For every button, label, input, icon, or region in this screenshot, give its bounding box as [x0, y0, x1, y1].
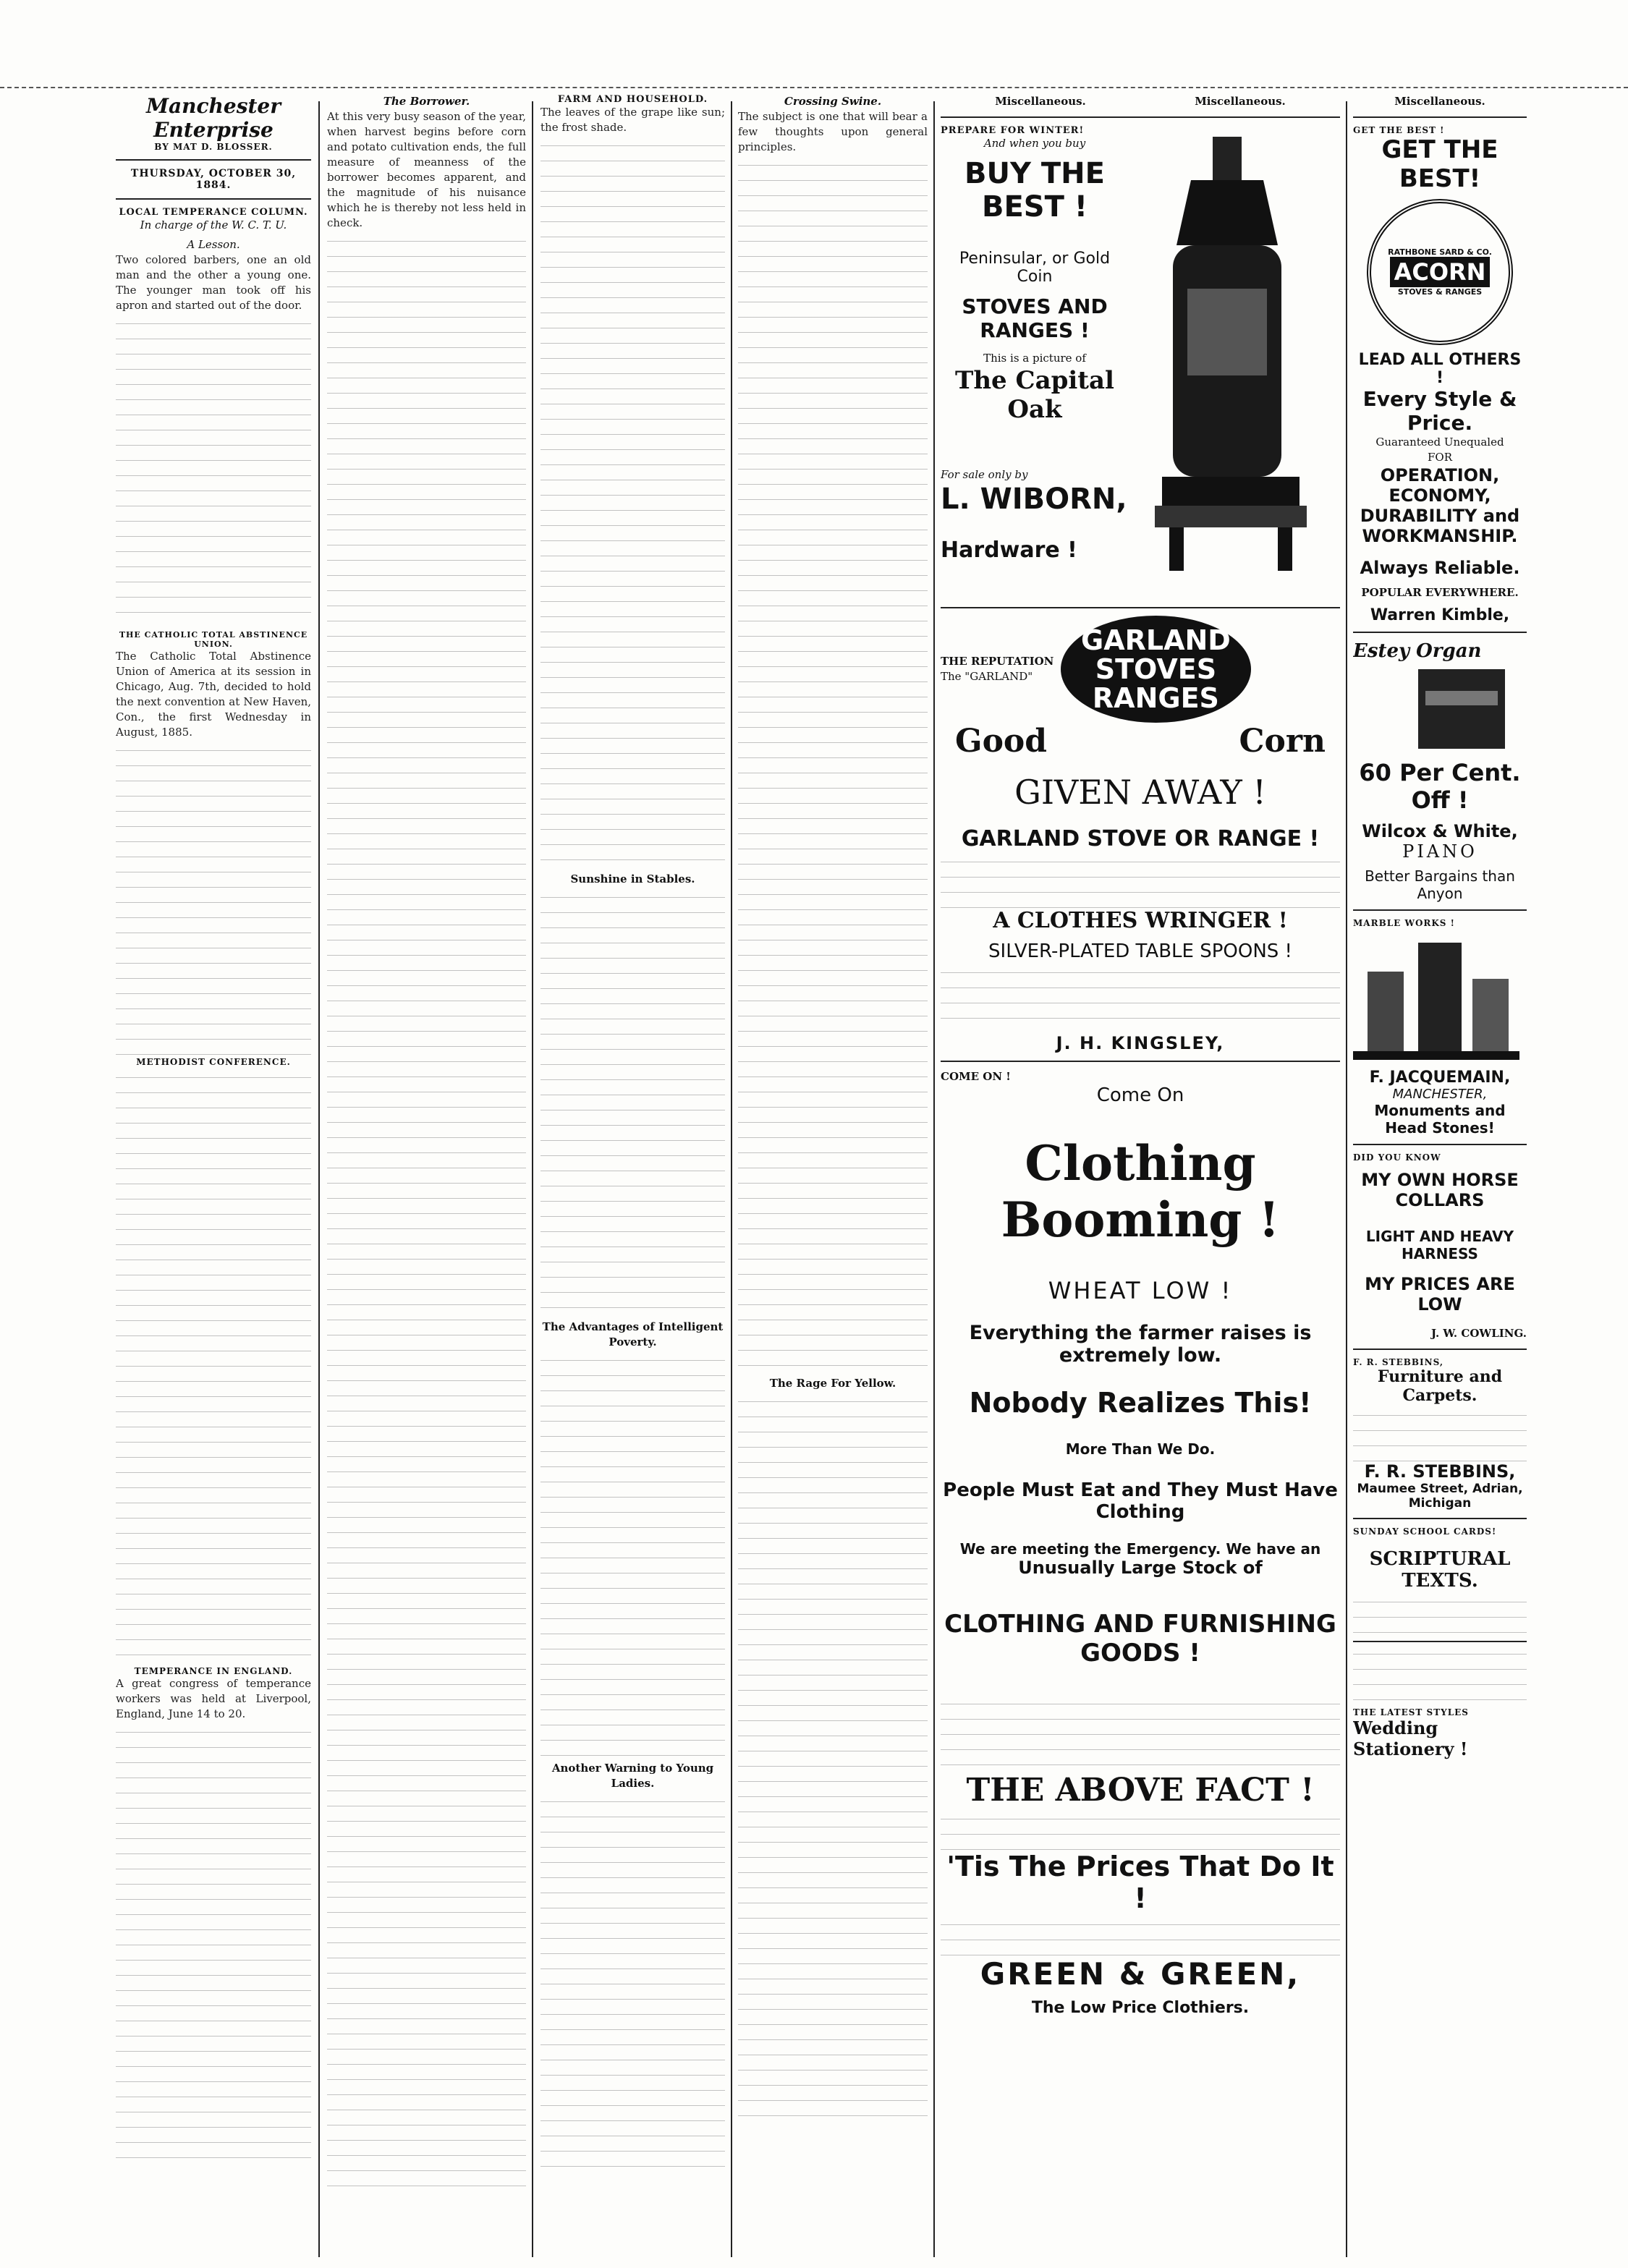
ad-headline: LEAD ALL OTHERS ! — [1358, 351, 1522, 387]
ad-text: This is a picture of — [983, 352, 1086, 365]
ad-heading: THE REPUTATION — [941, 655, 1054, 668]
ad-headline: PIANO — [1402, 841, 1478, 862]
ad-heading: PREPARE FOR WINTER! — [941, 125, 1085, 136]
ad-headline: Wilcox & White, — [1362, 821, 1518, 841]
column-5-ads — [941, 94, 1340, 2257]
ad-heading: THE LATEST STYLES — [1353, 1707, 1469, 1717]
illegible-text — [116, 1728, 311, 2162]
ad-headline: Every Style & Price. — [1362, 387, 1517, 435]
illegible-text — [116, 746, 311, 1057]
section-heading: THE CATHOLIC TOTAL ABSTINENCE UNION. — [119, 630, 308, 649]
article-title: The Advantages of Intelligent Poverty. — [542, 1320, 724, 1349]
section-heading: TEMPERANCE IN ENGLAND. — [134, 1666, 293, 1676]
ad-headline: GARLAND STOVE OR RANGE ! — [961, 826, 1320, 851]
column-2 — [327, 94, 526, 2257]
ad-headline: MY PRICES ARE LOW — [1365, 1274, 1515, 1314]
illegible-text — [1353, 1597, 1527, 1634]
column-1 — [116, 94, 311, 2257]
ad-headline: Warren Kimble, — [1370, 606, 1510, 624]
ad-headline: ECONOMY, — [1389, 485, 1491, 506]
ad-text: Better Bargains than Anyon — [1365, 867, 1515, 902]
illegible-text — [738, 161, 928, 1376]
section-subhead: In charge of the W. C. T. U. — [140, 218, 287, 232]
organ-illustration — [1353, 662, 1519, 756]
column-rule — [318, 101, 320, 2257]
section-heading: METHODIST CONFERENCE. — [136, 1057, 291, 1067]
ad-text: Come On — [1096, 1084, 1184, 1106]
ad-text: FOR — [1428, 451, 1452, 464]
article-text: The leaves of the grape like sun; the frost shade. — [540, 106, 725, 134]
column-4 — [738, 94, 928, 2257]
article-text: Two colored barbers, one an old man and the other a young one. The younger man took off his apron and started out of the door. — [116, 253, 311, 312]
ad-heading: SUNDAY SCHOOL CARDS! — [1353, 1526, 1497, 1537]
ad-headline: 'Tis The Prices That Do It ! — [946, 1851, 1334, 1914]
illegible-text — [1353, 1649, 1527, 1707]
ad-headline: CLOTHING AND FURNISHING GOODS ! — [944, 1610, 1336, 1668]
ad-text: MANCHESTER, — [1392, 1087, 1488, 1102]
page-top-edge — [0, 0, 1628, 88]
monument-illustration — [1353, 928, 1519, 1066]
section-heading: LOCAL TEMPERANCE COLUMN. — [119, 207, 308, 218]
ad-heading: F. R. STEBBINS, — [1353, 1357, 1444, 1367]
ad-text: More Than We Do. — [1065, 1440, 1216, 1458]
ad-text: Unusually Large Stock of — [1018, 1558, 1263, 1578]
ad-headline: 60 Per Cent. Off ! — [1359, 759, 1521, 814]
illegible-text — [738, 1397, 928, 2120]
illegible-text — [941, 1699, 1340, 1772]
ad-headline: THE ABOVE FACT ! — [966, 1772, 1315, 1809]
ad-headline: GREEN & GREEN, — [980, 1956, 1301, 1992]
ad-headline: A CLOTHES WRINGER ! — [993, 908, 1288, 933]
article-text: The Catholic Total Abstinence Union of America at its session in Chicago, Aug. 7th, decided to hold the next convention at New Haven, Con., the first Wednesday in August, 1885. — [116, 650, 311, 739]
illegible-text — [941, 1814, 1340, 1851]
section-header: Miscellaneous. — [995, 95, 1086, 108]
ad-headline: Good — [955, 723, 1048, 760]
article-title: Sunshine in Stables. — [570, 872, 695, 885]
ad-text: The Low Price Clothiers. — [1031, 1999, 1250, 2017]
ad-text: The "GARLAND" — [941, 670, 1033, 683]
article-title: Crossing Swine. — [784, 95, 882, 108]
garland-logo: GARLAND STOVES RANGES — [1061, 616, 1251, 723]
acorn-logo-top: RATHBONE SARD & CO. — [1388, 247, 1492, 257]
article-title: A Lesson. — [187, 238, 240, 251]
ad-headline: The Capital Oak — [955, 366, 1114, 424]
column-rule — [1346, 101, 1347, 2257]
ad-headline: Furniture and Carpets. — [1377, 1367, 1503, 1405]
illegible-text — [327, 237, 526, 2190]
ad-text: Maumee Street, Adrian, Michigan — [1357, 1482, 1523, 1511]
ad-heading: GET THE BEST ! — [1353, 125, 1445, 135]
article-title: The Rage For Yellow. — [769, 1377, 896, 1390]
ad-headline: L. WIBORN, — [941, 483, 1127, 516]
ad-headline: Wedding Stationery ! — [1353, 1717, 1468, 1759]
ad-text: For sale only by — [941, 468, 1028, 481]
ad-headline: F. JACQUEMAIN, — [1369, 1069, 1511, 1087]
ad-headline: J. H. KINGSLEY, — [1056, 1033, 1225, 1053]
illegible-text — [941, 1920, 1340, 1956]
article-text: At this very busy season of the year, when harvest begins before corn and potato cultivation ends, the full measure of meanness of the borrower becomes apparent, and the magnitude of his nuisance which he is thereby not less held in check. — [327, 110, 526, 229]
ad-headline: Hardware ! — [941, 538, 1077, 563]
ad-headline: Monuments and Head Stones! — [1374, 1102, 1506, 1137]
ad-text: Everything the farmer raises is extremely low. — [969, 1322, 1312, 1367]
acorn-logo-title: ACORN — [1390, 257, 1491, 287]
ad-headline: DURABILITY and — [1360, 506, 1520, 526]
ad-headline: OPERATION, — [1380, 465, 1500, 485]
dateline: THURSDAY, OCTOBER 30, 1884. — [130, 168, 297, 191]
ad-heading: DID YOU KNOW — [1353, 1152, 1441, 1163]
section-header: Miscellaneous. — [1195, 95, 1286, 108]
ad-headline: WHEAT LOW ! — [1048, 1277, 1233, 1304]
ad-text: J. W. COWLING. — [1431, 1327, 1527, 1340]
illegible-text — [540, 1356, 725, 1761]
article-text: The subject is one that will bear a few thoughts upon general principles. — [738, 110, 928, 153]
column-6-ads — [1353, 94, 1527, 2257]
masthead: Manchester Enterprise — [146, 94, 281, 142]
ad-headline: SILVER-PLATED TABLE SPOONS ! — [988, 940, 1292, 962]
ad-text: We are meeting the Emergency. We have an — [959, 1540, 1321, 1558]
ad-headline: Nobody Realizes This! — [969, 1387, 1312, 1419]
section-header: Miscellaneous. — [1394, 95, 1485, 108]
article-title: Another Warning to Young Ladies. — [551, 1762, 714, 1790]
ad-headline: BUY THE BEST ! — [964, 157, 1105, 224]
article-text: A great congress of temperance workers was held at Liverpool, England, June 14 to 20. — [116, 1677, 311, 1720]
ad-text: And when you buy — [983, 137, 1086, 150]
ad-headline: Estey Organ — [1353, 640, 1482, 662]
column-3 — [540, 94, 725, 2257]
article-title: FARM AND HOUSEHOLD. — [557, 94, 708, 105]
column-rule — [933, 101, 935, 2257]
ad-headline: LIGHT AND HEAVY HARNESS — [1365, 1228, 1514, 1262]
ad-headline: WORKMANSHIP. — [1362, 526, 1518, 546]
ad-headline: SCRIPTURAL TEXTS. — [1369, 1548, 1511, 1592]
ad-headline: People Must Eat and They Must Have Clothing — [943, 1479, 1338, 1523]
column-rule — [532, 101, 533, 2257]
illegible-text — [941, 857, 1340, 908]
illegible-text — [540, 141, 725, 872]
ad-headline: GIVEN AWAY ! — [1014, 773, 1266, 812]
ad-headline: GET THE BEST! — [1381, 135, 1498, 193]
illegible-text — [1353, 1411, 1527, 1461]
illegible-text — [941, 968, 1340, 1033]
ad-headline: MY OWN HORSE COLLARS — [1361, 1170, 1519, 1210]
illegible-text — [540, 893, 725, 1320]
ad-text: Guaranteed Unequaled — [1375, 436, 1504, 449]
ad-headline: Always Reliable. — [1360, 558, 1520, 578]
ad-text: Peninsular, or Gold Coin — [959, 250, 1111, 286]
illegible-text — [540, 1797, 725, 2173]
ad-heading: COME ON ! — [941, 1070, 1011, 1083]
ad-headline: Clothing Booming ! — [1001, 1135, 1280, 1248]
ad-headline: STOVES AND RANGES ! — [962, 294, 1108, 342]
ad-headline: Corn — [1239, 723, 1326, 760]
acorn-logo-bottom: STOVES & RANGES — [1397, 287, 1483, 297]
ad-heading: MARBLE WORKS ! — [1353, 918, 1455, 928]
illegible-text — [116, 1073, 311, 1666]
illegible-text — [116, 319, 311, 623]
stove-illustration — [1133, 129, 1336, 593]
byline: BY MAT D. BLOSSER. — [154, 142, 273, 152]
article-title: The Borrower. — [383, 95, 470, 108]
ad-text: POPULAR EVERYWHERE. — [1361, 586, 1519, 599]
column-rule — [731, 101, 732, 2257]
ad-headline: F. R. STEBBINS, — [1364, 1461, 1516, 1482]
acorn-logo — [1367, 199, 1513, 345]
